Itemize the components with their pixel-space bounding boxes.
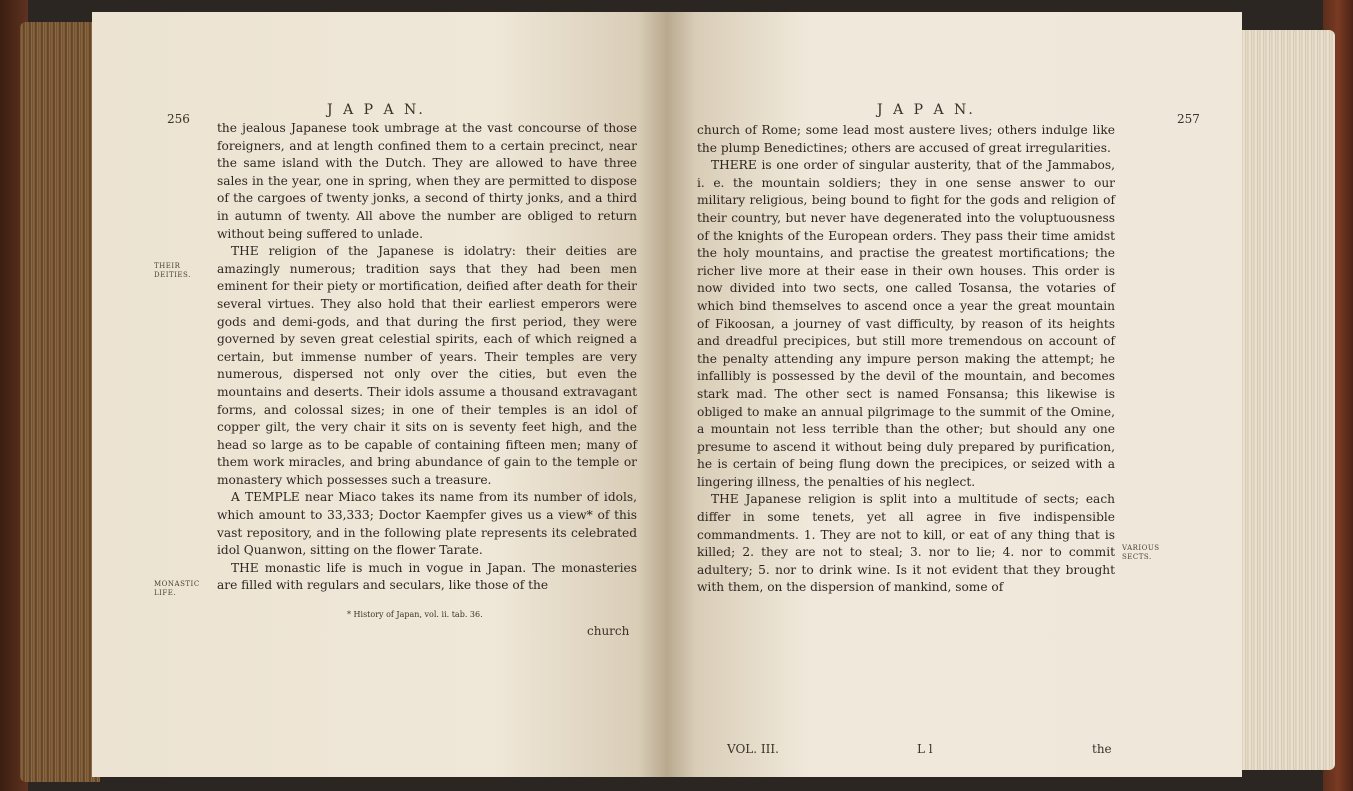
page-edges-left	[20, 22, 100, 782]
left-page	[92, 12, 667, 777]
paragraph: THE religion of the Japanese is idolatry: their deities are amazingly numerous; tradition says that they had been men eminent for their piety or mortification, deified after death for their several virtues. They also hold that their earliest emperors were gods and demi-gods, and that during the first period, they were governed by seven great celestial spirits, each of which reigned a certain, but immense number of years. Their temples are very numerous, dispersed not only over the cities, but even the mountains and deserts. Their idols assume a thousand extravagant forms, and colossal sizes; in one of their temples is an idol of copper gilt, the very chair it sits on is seventy feet high, and the head so large as to be capable of containing fifteen men; many of them work miracles, and bring abundance of gain to the temple or monastery which possesses such a treasure.	[217, 244, 637, 487]
left-page-number: 256	[167, 112, 190, 126]
right-catchword: the	[1092, 742, 1112, 756]
margin-note-monastic: MONASTIC LIFE.	[154, 580, 200, 597]
paragraph: THERE is one order of singular austerity, that of the Jammabos, i. e. the mountain soldiers; they in one sense answer to our military religious, being bound to fight for the gods and religion of their country, but never have degenerated into the voluptuousness of the knights of the European orders. They pass their time amidst the holy mountains, and practise the greatest mortifications; the richer live more at their ease in their own houses. This order is now divided into two sects, one called Tosansa, the votaries of which bind themselves to ascend once a year the great mountain of Fikoosan, a journey of vast difficulty, by reason of its heights and dreadful precipices, but still more tremendous on account of the penalty attending any impure person making the attempt; he infallibly is possessed by the devil of the mountain, and becomes stark mad. The other sect is named Fonsansa; this likewise is obliged to make an annual pilgrimage to the summit of the Omine, a mountain not less terrible than the other; but should any one presume to ascend it without being duly prepared by purification, he is certain of being flung down the precipices, or seized with a lingering illness, the penalties of his neglect.	[697, 158, 1115, 489]
right-running-header: J A P A N.	[877, 102, 976, 118]
right-page	[667, 12, 1242, 777]
margin-note-sects: VARIOUS SECTS.	[1122, 544, 1160, 561]
left-catchword: church	[587, 624, 630, 638]
volume-signature: VOL. III.	[727, 742, 779, 756]
signature-mark: L l	[917, 742, 933, 756]
paragraph: THE Japanese religion is split into a multitude of sects; each differ in some tenets, yet all agree in five indispensible commandments. 1. They are not to kill, or eat of any thing that is killed; 2. they are not to steal; 3. nor to lie; 4. nor to commit adultery; 5. nor to drink wine. Is it not evident that they brought with them, on the dispersion of mankind, some of	[697, 492, 1115, 595]
paragraph: THE monastic life is much in vogue in Japan. The monasteries are filled with regulars and seculars, like those of the	[217, 560, 637, 593]
paragraph: the jealous Japanese took umbrage at the vast concourse of those foreigners, and at length confined them to a certain precinct, near the same island with the Dutch. They are allowed to have three sales in the year, one in spring, when they are permitted to dispose of the cargoes of twenty jonks, a second of thirty jonks, and a third in autumn of twenty. All above the number are obliged to return without being suffered to unlade.	[217, 121, 637, 241]
paragraph: A TEMPLE near Miaco takes its name from its number of idols, which amount to 33,333; Doctor Kaempfer gives us a view* of this vast repository, and in the following plate represents its celebrated idol Quanwon, sitting on the flower Tarate.	[217, 490, 637, 558]
footnote: * History of Japan, vol. ii. tab. 36.	[347, 610, 483, 619]
page-edges-right	[1240, 30, 1335, 770]
left-running-header: J A P A N.	[327, 102, 426, 118]
margin-note-deities: THEIR DEITIES.	[154, 262, 191, 279]
left-body-text	[217, 120, 637, 595]
paragraph: church of Rome; some lead most austere lives; others indulge like the plump Benedictines; others are accused of great irregularities.	[697, 123, 1115, 155]
right-page-number: 257	[1177, 112, 1200, 126]
right-body-text	[697, 122, 1115, 597]
